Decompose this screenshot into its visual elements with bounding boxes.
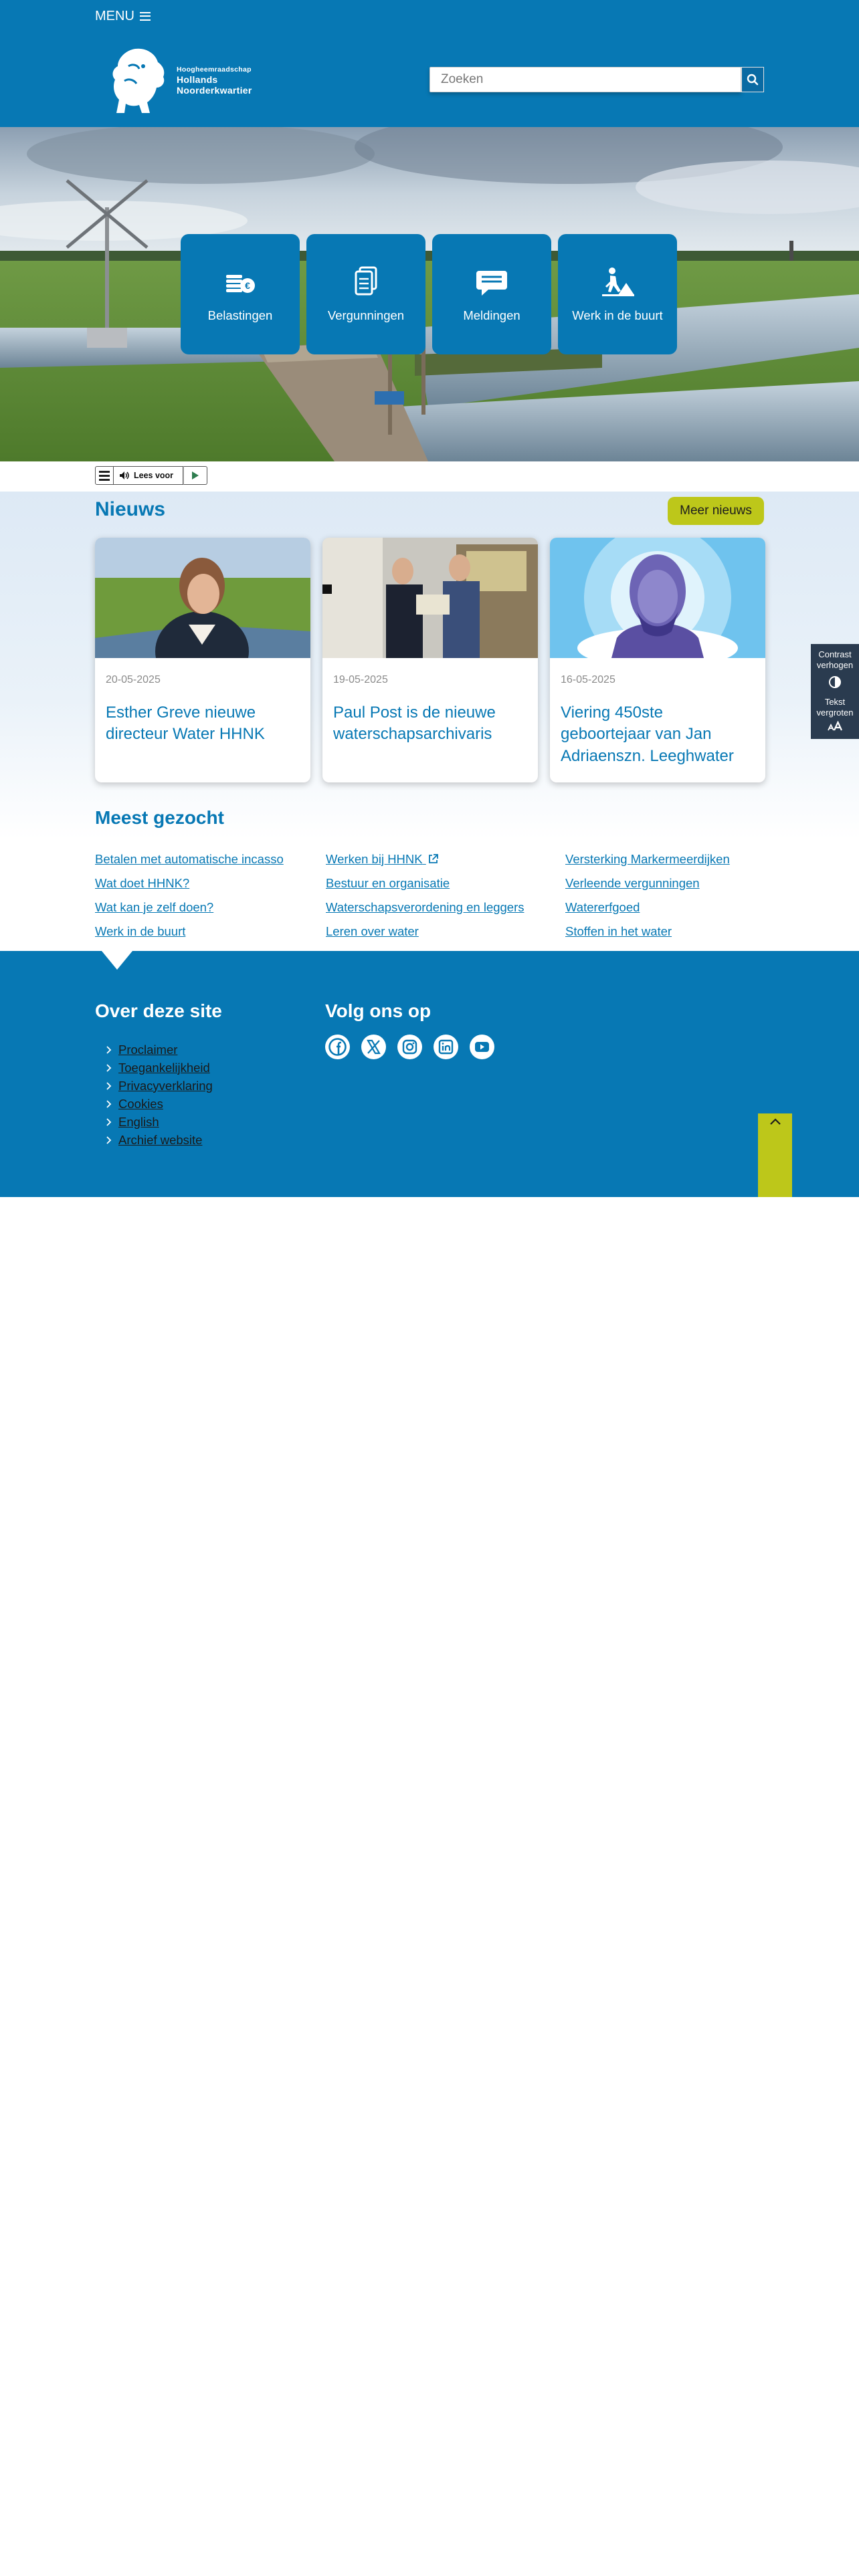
readspeaker-label: Lees voor — [134, 471, 174, 480]
contrast-label-1: Contrast — [818, 649, 852, 659]
logo-line-2: Noorderkwartier — [177, 85, 252, 96]
footer-link[interactable]: Privacyverklaring — [118, 1078, 213, 1093]
logo-line-1: Hollands — [177, 74, 218, 85]
more-news-button[interactable]: Meer nieuws — [668, 497, 764, 525]
quick-tiles — [181, 234, 677, 354]
linkedin-icon — [434, 1035, 458, 1059]
most-searched-link[interactable]: Leren over water — [326, 924, 419, 938]
chevron-right-icon — [106, 1136, 112, 1145]
footer-link[interactable]: Cookies — [118, 1096, 163, 1111]
most-searched-list — [95, 851, 766, 940]
logo-text — [177, 66, 252, 96]
news-title: Paul Post is de nieuwe waterschapsarchivaris — [333, 704, 496, 744]
menu-label: MENU — [95, 8, 134, 23]
tile-werk-in-de-buurt[interactable] — [558, 234, 677, 354]
news-photo-paul-post — [322, 538, 538, 658]
linkedin-link[interactable] — [434, 1035, 458, 1059]
logo-small-text: Hoogheemraadschap — [177, 65, 252, 74]
accessibility-panel — [811, 644, 859, 739]
footer-list-item — [106, 1113, 213, 1131]
back-to-top-button[interactable] — [758, 1113, 792, 1197]
footer-link[interactable]: Toegankelijkheid — [118, 1060, 210, 1075]
external-link-icon — [428, 854, 438, 864]
contrast-icon — [828, 675, 842, 689]
most-searched-link[interactable]: Waterschapsverordening en leggers — [326, 900, 524, 914]
social-links — [325, 1035, 494, 1059]
tile-belastingen[interactable] — [181, 234, 300, 354]
readspeaker-listen-button[interactable] — [114, 466, 183, 485]
chevron-up-icon — [769, 1117, 782, 1125]
footer-list-item — [106, 1059, 213, 1077]
search-icon — [747, 74, 759, 86]
news-heading: Nieuws — [95, 498, 166, 520]
site-header — [0, 0, 859, 127]
most-searched-link[interactable]: Versterking Markermeerdijken — [565, 852, 730, 866]
search-input[interactable] — [430, 67, 741, 92]
youtube-link[interactable] — [470, 1035, 494, 1059]
hamburger-icon — [140, 12, 151, 21]
tile-label: Werk in de buurt — [572, 308, 663, 322]
news-list — [95, 538, 765, 782]
tile-vergunningen[interactable] — [306, 234, 425, 354]
most-searched-link[interactable]: Werk in de buurt — [95, 924, 186, 938]
tile-label: Meldingen — [463, 308, 520, 322]
chevron-right-icon — [106, 1117, 112, 1127]
text-size-toggle[interactable] — [811, 691, 859, 735]
play-icon — [191, 471, 199, 480]
most-searched-link[interactable] — [326, 851, 565, 868]
most-searched-link[interactable]: Watererfgoed — [565, 900, 640, 914]
chevron-right-icon — [106, 1099, 112, 1109]
x-icon — [361, 1035, 386, 1059]
search-button[interactable] — [741, 67, 764, 92]
documents-icon — [349, 265, 383, 299]
search-bar — [430, 67, 764, 92]
chat-bubble-icon — [475, 265, 508, 299]
roadwork-icon — [601, 265, 634, 299]
facebook-icon — [325, 1035, 350, 1059]
footer-notch — [102, 951, 132, 970]
x-link[interactable] — [361, 1035, 386, 1059]
facebook-link[interactable] — [325, 1035, 350, 1059]
lion-logo-icon — [108, 46, 169, 116]
news-photo-leeghwater-portrait — [550, 538, 765, 658]
news-card[interactable] — [322, 538, 538, 782]
readspeaker-bar — [95, 466, 207, 486]
footer-link[interactable]: Proclaimer — [118, 1042, 178, 1057]
svg-text:€: € — [245, 280, 250, 291]
most-searched-link[interactable]: Bestuur en organisatie — [326, 876, 450, 890]
news-card[interactable] — [95, 538, 310, 782]
footer-link[interactable]: Archief website — [118, 1132, 203, 1147]
most-searched-link[interactable]: Verleende vergunningen — [565, 876, 700, 890]
speaker-icon — [119, 471, 130, 480]
news-photo-esther-greve — [95, 538, 310, 658]
tile-meldingen[interactable] — [432, 234, 551, 354]
news-title: Viering 450ste geboortejaar van Jan Adriaenszn. Leeghwater — [561, 704, 734, 765]
news-date: 19-05-2025 — [333, 674, 388, 685]
youtube-icon — [470, 1035, 494, 1059]
readspeaker-play-button[interactable] — [183, 466, 207, 485]
text-size-label-1: Tekst — [824, 696, 846, 707]
about-site-heading: Over deze site — [95, 1000, 222, 1021]
footer-list-item — [106, 1131, 213, 1149]
follow-us-heading: Volg ons op — [325, 1000, 432, 1021]
tile-label: Vergunningen — [327, 308, 405, 322]
menu-button[interactable] — [95, 8, 151, 24]
contrast-label-2: verhogen — [816, 660, 854, 671]
chevron-right-icon — [106, 1063, 112, 1073]
text-size-icon — [827, 721, 843, 732]
contrast-toggle[interactable] — [811, 644, 859, 691]
coins-euro-icon — [223, 265, 257, 299]
instagram-icon — [397, 1035, 422, 1059]
most-searched-link-label: Werken bij HHNK — [326, 852, 423, 866]
news-title: Esther Greve nieuwe directeur Water HHNK — [106, 704, 265, 744]
news-date: 16-05-2025 — [561, 674, 615, 685]
text-size-label-2: vergroten — [816, 708, 854, 718]
footer-list-item — [106, 1041, 213, 1059]
footer-link[interactable]: English — [118, 1114, 159, 1129]
most-searched-link[interactable]: Betalen met automatische incasso — [95, 852, 284, 866]
about-site-links — [106, 1041, 213, 1149]
chevron-right-icon — [106, 1045, 112, 1055]
footer-list-item — [106, 1077, 213, 1095]
instagram-link[interactable] — [397, 1035, 422, 1059]
most-searched-heading: Meest gezocht — [95, 807, 224, 828]
hero-banner — [0, 127, 859, 461]
site-logo[interactable] — [108, 44, 282, 118]
most-searched-link[interactable]: Wat doet HHNK? — [95, 876, 190, 890]
readspeaker-menu-button[interactable] — [95, 466, 114, 485]
news-card[interactable] — [550, 538, 765, 782]
tile-label: Belastingen — [207, 308, 273, 322]
footer-list-item — [106, 1095, 213, 1113]
most-searched-link[interactable]: Stoffen in het water — [565, 924, 672, 938]
most-searched-link[interactable]: Wat kan je zelf doen? — [95, 900, 214, 914]
news-date: 20-05-2025 — [106, 674, 161, 685]
chevron-right-icon — [106, 1081, 112, 1091]
